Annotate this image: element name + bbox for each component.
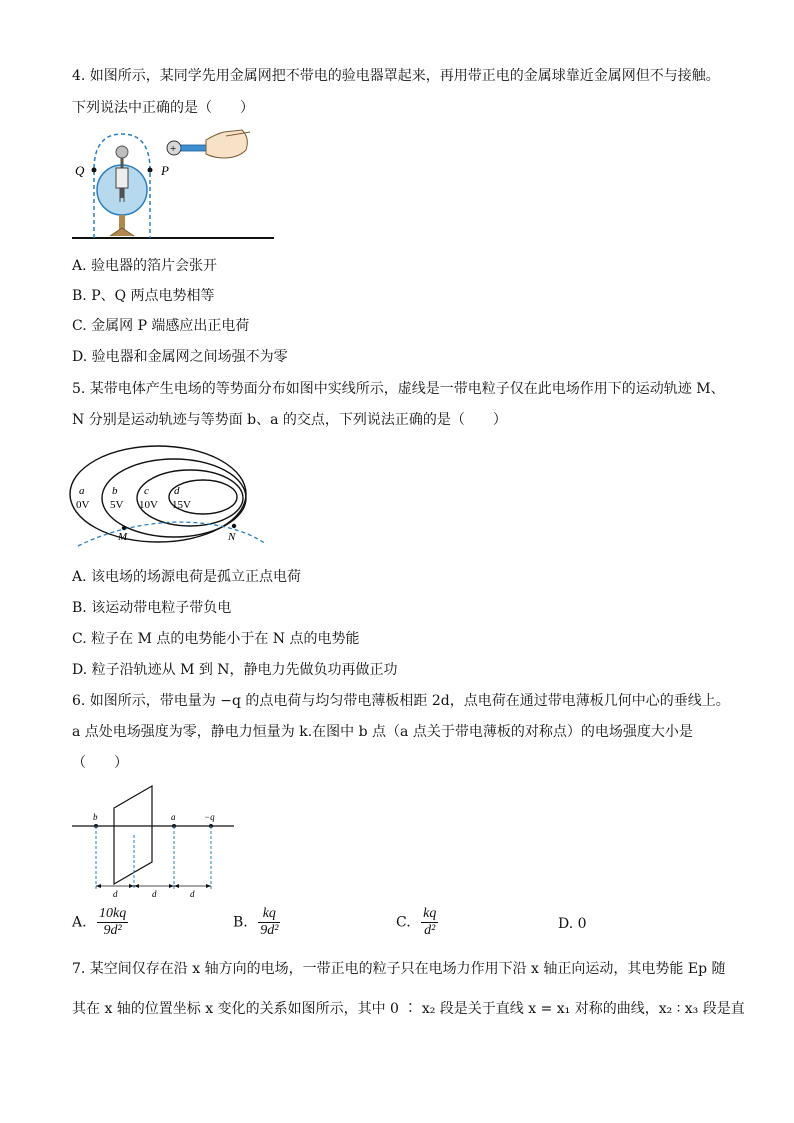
q5-label-n: N [228, 531, 236, 543]
q6-choice-c-numerator: kq [423, 906, 437, 921]
q4-label-q: Q [75, 163, 85, 178]
q5-surface-b-voltage: 5V [110, 499, 124, 511]
q6-choice-d [558, 916, 587, 932]
q6-stem-line1: 6. 如图所示，带电量为 −q 的点电荷与均匀带电薄板相距 2d，点电荷在通过带电薄板几何中心的垂线上。 [72, 693, 730, 709]
q5-figure-equipotential [66, 440, 276, 548]
q4-option-c: C. 金属网 P 端感应出正电荷 [72, 318, 250, 334]
q6-choice-b-letter: B. [233, 914, 248, 931]
q5-option-a: A. 该电场的场源电荷是孤立正点电荷 [72, 569, 302, 585]
q6-choice-c-letter: C. [396, 914, 411, 931]
q4-figure-electroscope [66, 128, 281, 244]
q5-surface-d-letter: d [174, 485, 180, 497]
q6-label-d-2: d [152, 889, 157, 899]
q5-label-m: M [118, 531, 128, 543]
q4-label-p: P [161, 163, 169, 178]
q5-option-c: C. 粒子在 M 点的电势能小于在 N 点的电势能 [72, 631, 360, 647]
q5-option-b: B. 该运动带电粒子带负电 [72, 600, 232, 616]
q5-option-d: D. 粒子沿轨迹从 M 到 N，静电力先做负功再做正功 [72, 662, 398, 678]
q7-stem-line2: 其在 x 轴的位置坐标 x 变化的关系如图所示，其中 0 ∶ x₂ 段是关于直线 x = x₁ 对称的曲线，x₂ ∶ x₃ 段是直 [72, 1001, 745, 1017]
q5-stem-line2: N 分别是运动轨迹与等势面 b、a 的交点，下列说法正确的是（ ） [72, 412, 507, 428]
q6-label-d-3: d [190, 889, 195, 899]
q7-stem-line1: 7. 某空间仅存在沿 x 轴方向的电场，一带正电的粒子只在电场力作用下沿 x 轴正向运动，其电势能 Ep 随 [72, 961, 726, 977]
q6-stem-line2: a 点处电场强度为零，静电力恒量为 k.在图中 b 点（a 点关于带电薄板的对称点）的电场强度大小是 [72, 724, 693, 740]
q6-choice-b-numerator: kq [258, 906, 280, 923]
q6-choice-a-letter: A. [72, 914, 87, 931]
q5-surface-a-letter: a [79, 485, 85, 497]
q6-choice-b-denominator: 9d² [260, 923, 279, 938]
q6-choice-c-denominator: d² [424, 923, 436, 938]
q6-label-q: −q [204, 812, 215, 822]
q4-option-a: A. 验电器的箔片会张开 [72, 258, 218, 274]
q5-surface-a-voltage: 0V [76, 499, 90, 511]
q4-stem-line2: 下列说法中正确的是（ ） [72, 100, 254, 116]
q5-surface-b-letter: b [112, 485, 118, 497]
q6-choice-c [396, 906, 438, 939]
q4-stem-line1: 4. 如图所示，某同学先用金属网把不带电的验电器罩起来，再用带正电的金属球靠近金属网但不与接触。 [72, 68, 720, 84]
q6-figure-plate [66, 780, 241, 900]
q6-label-d-1: d [113, 889, 118, 899]
q6-stem-line3: （ ） [72, 755, 128, 771]
q5-stem-line1: 5. 某带电体产生电场的等势面分布如图中实线所示，虚线是一带电粒子仅在此电场作用下的运动轨迹 M、 [72, 381, 725, 397]
q6-choice-a-numerator: 10kq [99, 906, 127, 921]
q6-choice-b [233, 906, 280, 939]
q4-label-plus: + [170, 143, 177, 155]
q6-choice-d-value: 0 [577, 916, 587, 932]
q5-surface-c-letter: c [144, 485, 149, 497]
q6-choice-a-denominator: 9d² [103, 923, 122, 938]
q6-choice-a [72, 906, 128, 939]
q6-choice-d-letter: D. [558, 916, 574, 932]
q4-option-d: D. 验电器和金属网之间场强不为零 [72, 349, 288, 365]
q5-surface-d-voltage: 15V [172, 499, 191, 511]
q6-label-b: b [93, 812, 98, 822]
q6-label-a: a [171, 812, 176, 822]
q4-option-b: B. P、Q 两点电势相等 [72, 288, 215, 304]
q5-surface-c-voltage: 10V [139, 499, 158, 511]
